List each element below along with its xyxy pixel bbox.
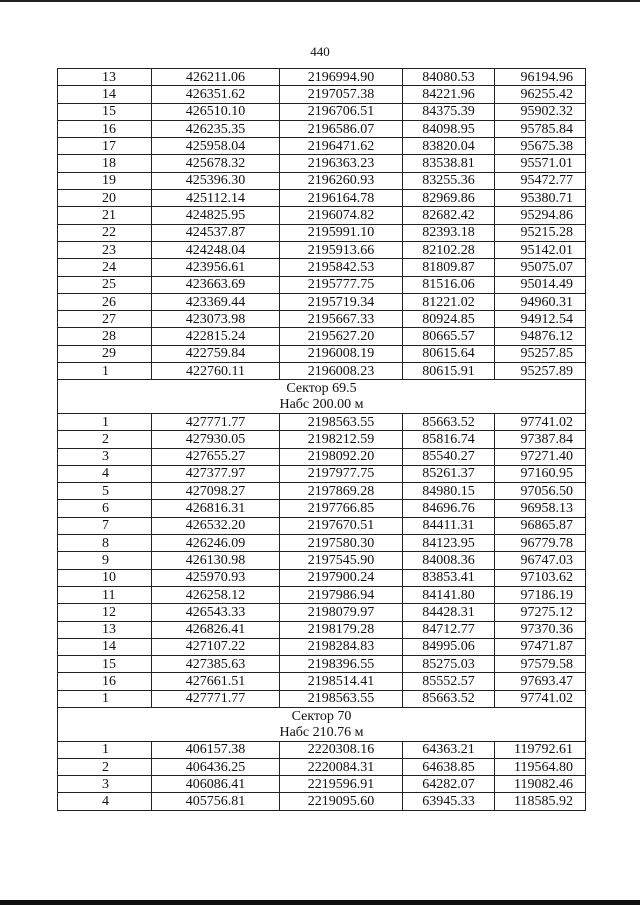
x-local: 83820.04 <box>403 138 495 155</box>
top-border-line <box>0 0 640 2</box>
y-coordinate: 2195913.66 <box>280 241 403 258</box>
x-local: 84375.39 <box>403 103 495 120</box>
table-row <box>58 741 586 758</box>
x-coordinate: 406086.41 <box>152 776 280 793</box>
y-coordinate: 2196008.23 <box>280 363 403 380</box>
point-number: 4 <box>58 465 152 482</box>
x-coordinate: 427655.27 <box>152 448 280 465</box>
point-number: 18 <box>58 155 152 172</box>
y-local: 97693.47 <box>495 673 586 690</box>
x-coordinate: 423663.69 <box>152 276 280 293</box>
y-coordinate: 2198563.55 <box>280 690 403 707</box>
y-coordinate: 2195991.10 <box>280 224 403 241</box>
y-coordinate: 2197986.94 <box>280 586 403 603</box>
table-row <box>58 586 586 603</box>
x-local: 84428.31 <box>403 604 495 621</box>
x-coordinate: 425678.32 <box>152 155 280 172</box>
x-coordinate: 426235.35 <box>152 120 280 137</box>
y-local: 97186.19 <box>495 586 586 603</box>
y-coordinate: 2195842.53 <box>280 259 403 276</box>
table-row <box>58 673 586 690</box>
point-number: 21 <box>58 207 152 224</box>
x-coordinate: 424825.95 <box>152 207 280 224</box>
y-local: 94912.54 <box>495 311 586 328</box>
x-coordinate: 423073.98 <box>152 311 280 328</box>
table-row <box>58 483 586 500</box>
y-local: 95014.49 <box>495 276 586 293</box>
y-local: 95675.38 <box>495 138 586 155</box>
table-row <box>58 690 586 707</box>
point-number: 1 <box>58 413 152 430</box>
table-row <box>58 448 586 465</box>
y-coordinate: 2198284.83 <box>280 638 403 655</box>
table-row <box>58 120 586 137</box>
y-coordinate: 2198079.97 <box>280 604 403 621</box>
y-local: 97741.02 <box>495 690 586 707</box>
x-coordinate: 424537.87 <box>152 224 280 241</box>
y-local: 96958.13 <box>495 500 586 517</box>
y-local: 95785.84 <box>495 120 586 137</box>
y-local: 119082.46 <box>495 776 586 793</box>
point-number: 12 <box>58 604 152 621</box>
table-row <box>58 793 586 810</box>
x-coordinate: 426510.10 <box>152 103 280 120</box>
y-local: 96194.96 <box>495 69 586 86</box>
point-number: 10 <box>58 569 152 586</box>
y-coordinate: 2220308.16 <box>280 741 403 758</box>
table-row <box>58 293 586 310</box>
page-number: 440 <box>310 44 330 59</box>
point-number: 1 <box>58 690 152 707</box>
x-coordinate: 425112.14 <box>152 190 280 207</box>
y-local: 97579.58 <box>495 656 586 673</box>
table-row <box>58 259 586 276</box>
y-local: 119792.61 <box>495 741 586 758</box>
x-coordinate: 427661.51 <box>152 673 280 690</box>
x-local: 83255.36 <box>403 172 495 189</box>
table-row <box>58 138 586 155</box>
point-number: 27 <box>58 311 152 328</box>
x-local: 85663.52 <box>403 413 495 430</box>
sector-height-row <box>58 397 586 414</box>
x-local: 80615.64 <box>403 345 495 362</box>
x-coordinate: 425396.30 <box>152 172 280 189</box>
point-number: 5 <box>58 483 152 500</box>
y-coordinate: 2197869.28 <box>280 483 403 500</box>
table-row <box>58 431 586 448</box>
point-number: 16 <box>58 120 152 137</box>
x-coordinate: 425970.93 <box>152 569 280 586</box>
table-row <box>58 517 586 534</box>
table-row <box>58 224 586 241</box>
point-number: 11 <box>58 586 152 603</box>
sector-height: Набс 200.00 м <box>58 397 586 414</box>
x-coordinate: 426816.31 <box>152 500 280 517</box>
y-local: 97271.40 <box>495 448 586 465</box>
x-coordinate: 427930.05 <box>152 431 280 448</box>
table-row <box>58 311 586 328</box>
x-local: 83538.81 <box>403 155 495 172</box>
x-coordinate: 426130.98 <box>152 552 280 569</box>
x-local: 63945.33 <box>403 793 495 810</box>
table-row <box>58 621 586 638</box>
x-local: 84141.80 <box>403 586 495 603</box>
point-number: 28 <box>58 328 152 345</box>
y-local: 118585.92 <box>495 793 586 810</box>
point-number: 1 <box>58 741 152 758</box>
point-number: 9 <box>58 552 152 569</box>
x-coordinate: 424248.04 <box>152 241 280 258</box>
y-local: 95571.01 <box>495 155 586 172</box>
y-local: 119564.80 <box>495 758 586 775</box>
table-row <box>58 345 586 362</box>
point-number: 17 <box>58 138 152 155</box>
sector-title: Сектор 69.5 <box>58 380 586 397</box>
x-local: 82682.42 <box>403 207 495 224</box>
x-local: 84696.76 <box>403 500 495 517</box>
x-coordinate: 422760.11 <box>152 363 280 380</box>
y-local: 95902.32 <box>495 103 586 120</box>
y-coordinate: 2196363.23 <box>280 155 403 172</box>
y-local: 97387.84 <box>495 431 586 448</box>
table-row <box>58 465 586 482</box>
x-local: 81221.02 <box>403 293 495 310</box>
x-local: 84712.77 <box>403 621 495 638</box>
x-local: 82393.18 <box>403 224 495 241</box>
x-coordinate: 423369.44 <box>152 293 280 310</box>
y-local: 97471.87 <box>495 638 586 655</box>
point-number: 15 <box>58 656 152 673</box>
x-local: 84098.95 <box>403 120 495 137</box>
x-local: 83853.41 <box>403 569 495 586</box>
table-row <box>58 172 586 189</box>
y-coordinate: 2197545.90 <box>280 552 403 569</box>
point-number: 2 <box>58 431 152 448</box>
table-row <box>58 758 586 775</box>
sector-height: Набс 210.76 м <box>58 724 586 741</box>
x-local: 64638.85 <box>403 758 495 775</box>
y-local: 95075.07 <box>495 259 586 276</box>
x-coordinate: 427771.77 <box>152 413 280 430</box>
x-local: 64282.07 <box>403 776 495 793</box>
y-coordinate: 2196164.78 <box>280 190 403 207</box>
point-number: 13 <box>58 69 152 86</box>
y-coordinate: 2196586.07 <box>280 120 403 137</box>
y-coordinate: 2197057.38 <box>280 86 403 103</box>
point-number: 14 <box>58 638 152 655</box>
x-local: 85275.03 <box>403 656 495 673</box>
y-coordinate: 2197977.75 <box>280 465 403 482</box>
y-local: 97741.02 <box>495 413 586 430</box>
y-local: 95142.01 <box>495 241 586 258</box>
sector-title: Сектор 70 <box>58 707 586 724</box>
y-local: 94876.12 <box>495 328 586 345</box>
y-local: 97370.36 <box>495 621 586 638</box>
y-coordinate: 2196471.62 <box>280 138 403 155</box>
point-number: 6 <box>58 500 152 517</box>
x-local: 84008.36 <box>403 552 495 569</box>
x-coordinate: 426351.62 <box>152 86 280 103</box>
table-row <box>58 155 586 172</box>
y-coordinate: 2219596.91 <box>280 776 403 793</box>
point-number: 3 <box>58 448 152 465</box>
x-local: 84080.53 <box>403 69 495 86</box>
point-number: 2 <box>58 758 152 775</box>
point-number: 16 <box>58 673 152 690</box>
table-row <box>58 86 586 103</box>
table-row <box>58 569 586 586</box>
y-local: 95215.28 <box>495 224 586 241</box>
table-row <box>58 604 586 621</box>
x-coordinate: 426532.20 <box>152 517 280 534</box>
y-coordinate: 2220084.31 <box>280 758 403 775</box>
y-coordinate: 2195777.75 <box>280 276 403 293</box>
x-coordinate: 426543.33 <box>152 604 280 621</box>
x-coordinate: 405756.81 <box>152 793 280 810</box>
table-row <box>58 535 586 552</box>
point-number: 26 <box>58 293 152 310</box>
x-local: 85663.52 <box>403 690 495 707</box>
y-coordinate: 2198179.28 <box>280 621 403 638</box>
table-row <box>58 276 586 293</box>
point-number: 29 <box>58 345 152 362</box>
point-number: 19 <box>58 172 152 189</box>
table-row <box>58 363 586 380</box>
sector-title-row <box>58 707 586 724</box>
y-local: 96255.42 <box>495 86 586 103</box>
y-local: 95257.85 <box>495 345 586 362</box>
y-coordinate: 2198563.55 <box>280 413 403 430</box>
y-local: 95294.86 <box>495 207 586 224</box>
x-coordinate: 426826.41 <box>152 621 280 638</box>
x-local: 84411.31 <box>403 517 495 534</box>
y-local: 97275.12 <box>495 604 586 621</box>
table-row <box>58 500 586 517</box>
y-coordinate: 2195667.33 <box>280 311 403 328</box>
x-local: 84995.06 <box>403 638 495 655</box>
x-local: 85552.57 <box>403 673 495 690</box>
y-local: 96779.78 <box>495 535 586 552</box>
table-row <box>58 638 586 655</box>
x-coordinate: 427107.22 <box>152 638 280 655</box>
y-local: 94960.31 <box>495 293 586 310</box>
y-coordinate: 2196994.90 <box>280 69 403 86</box>
point-number: 25 <box>58 276 152 293</box>
x-coordinate: 426258.12 <box>152 586 280 603</box>
x-coordinate: 406436.25 <box>152 758 280 775</box>
sector-title-row <box>58 380 586 397</box>
x-coordinate: 426211.06 <box>152 69 280 86</box>
point-number: 20 <box>58 190 152 207</box>
y-coordinate: 2196008.19 <box>280 345 403 362</box>
x-local: 80665.57 <box>403 328 495 345</box>
y-coordinate: 2197900.24 <box>280 569 403 586</box>
x-coordinate: 427771.77 <box>152 690 280 707</box>
y-coordinate: 2196074.82 <box>280 207 403 224</box>
y-coordinate: 2198092.20 <box>280 448 403 465</box>
y-local: 95380.71 <box>495 190 586 207</box>
x-coordinate: 425958.04 <box>152 138 280 155</box>
y-local: 96747.03 <box>495 552 586 569</box>
x-local: 82102.28 <box>403 241 495 258</box>
x-local: 64363.21 <box>403 741 495 758</box>
y-coordinate: 2219095.60 <box>280 793 403 810</box>
x-coordinate: 422759.84 <box>152 345 280 362</box>
x-local: 85261.37 <box>403 465 495 482</box>
y-coordinate: 2195627.20 <box>280 328 403 345</box>
point-number: 13 <box>58 621 152 638</box>
x-local: 85816.74 <box>403 431 495 448</box>
point-number: 23 <box>58 241 152 258</box>
point-number: 14 <box>58 86 152 103</box>
x-local: 85540.27 <box>403 448 495 465</box>
x-local: 81516.06 <box>403 276 495 293</box>
point-number: 24 <box>58 259 152 276</box>
table-row <box>58 207 586 224</box>
y-local: 95257.89 <box>495 363 586 380</box>
table-row <box>58 552 586 569</box>
point-number: 22 <box>58 224 152 241</box>
x-coordinate: 426246.09 <box>152 535 280 552</box>
y-coordinate: 2197580.30 <box>280 535 403 552</box>
table-row <box>58 328 586 345</box>
point-number: 8 <box>58 535 152 552</box>
table-row <box>58 656 586 673</box>
x-coordinate: 423956.61 <box>152 259 280 276</box>
point-number: 3 <box>58 776 152 793</box>
y-coordinate: 2198514.41 <box>280 673 403 690</box>
y-coordinate: 2196706.51 <box>280 103 403 120</box>
point-number: 7 <box>58 517 152 534</box>
y-local: 97103.62 <box>495 569 586 586</box>
y-coordinate: 2196260.93 <box>280 172 403 189</box>
y-coordinate: 2197766.85 <box>280 500 403 517</box>
y-local: 97056.50 <box>495 483 586 500</box>
bottom-border-line <box>0 900 640 905</box>
x-coordinate: 427377.97 <box>152 465 280 482</box>
x-coordinate: 406157.38 <box>152 741 280 758</box>
y-coordinate: 2198212.59 <box>280 431 403 448</box>
coordinates-table <box>57 68 586 811</box>
y-coordinate: 2197670.51 <box>280 517 403 534</box>
point-number: 4 <box>58 793 152 810</box>
x-coordinate: 427385.63 <box>152 656 280 673</box>
y-coordinate: 2195719.34 <box>280 293 403 310</box>
x-local: 84123.95 <box>403 535 495 552</box>
table-row <box>58 69 586 86</box>
table-row <box>58 241 586 258</box>
x-local: 81809.87 <box>403 259 495 276</box>
y-local: 95472.77 <box>495 172 586 189</box>
y-coordinate: 2198396.55 <box>280 656 403 673</box>
sector-height-row <box>58 724 586 741</box>
point-number: 15 <box>58 103 152 120</box>
table-row <box>58 413 586 430</box>
x-local: 84221.96 <box>403 86 495 103</box>
x-local: 84980.15 <box>403 483 495 500</box>
y-local: 97160.95 <box>495 465 586 482</box>
x-coordinate: 422815.24 <box>152 328 280 345</box>
table-row <box>58 103 586 120</box>
x-local: 82969.86 <box>403 190 495 207</box>
x-local: 80924.85 <box>403 311 495 328</box>
x-coordinate: 427098.27 <box>152 483 280 500</box>
table-row <box>58 776 586 793</box>
x-local: 80615.91 <box>403 363 495 380</box>
point-number: 1 <box>58 363 152 380</box>
table-row <box>58 190 586 207</box>
y-local: 96865.87 <box>495 517 586 534</box>
